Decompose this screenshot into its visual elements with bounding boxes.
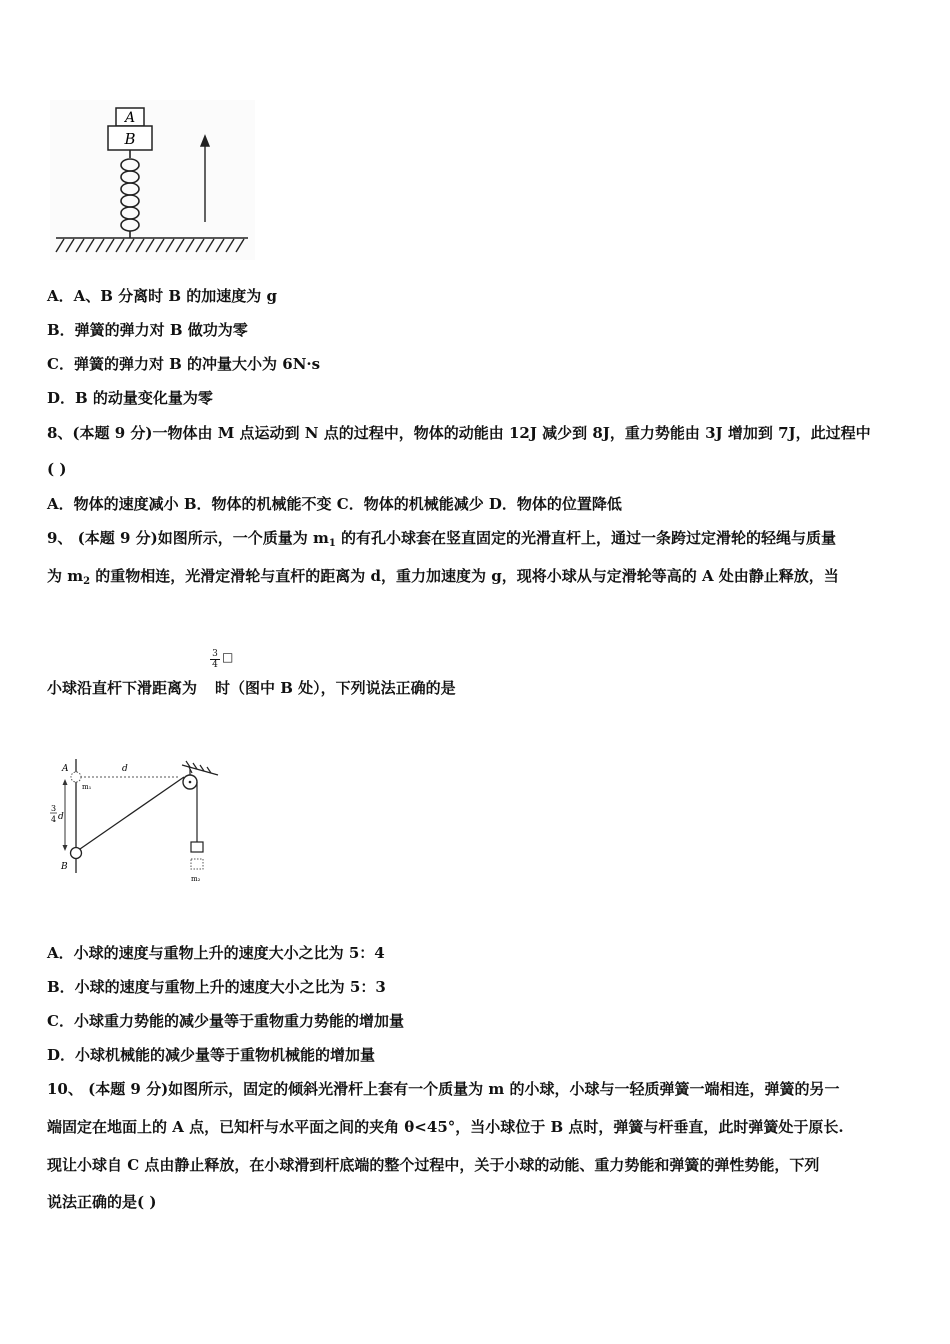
q8-stem-line1: 8、(本题 9 分)一物体由 M 点运动到 N 点的过程中，物体的动能由 12J 减少到 8J，重力势能由 3J 增加到 7J，此过程中 xyxy=(47,424,871,442)
figure-pulley xyxy=(48,755,228,895)
label-d: d xyxy=(122,764,128,774)
q10-stem-line3: 现让小球自 C 点由静止释放，在小球滑到杆底端的整个过程中，关于小球的动能、重力势能和弹簧的弹性势能，下列 xyxy=(47,1156,820,1174)
weight-m2 xyxy=(191,842,203,852)
q7-option-d: D．B 的动量变化量为零 xyxy=(47,389,213,407)
q9-frac-den: 4 xyxy=(212,660,218,670)
rope-incline xyxy=(80,777,184,849)
q9-stem-line2 xyxy=(47,566,839,592)
q9-option-b: B．小球的速度与重物上升的速度大小之比为 5：3 xyxy=(47,978,386,996)
label-m1: m₁ xyxy=(82,783,92,791)
q10-stem-line4: 说法正确的是( ) xyxy=(47,1193,157,1211)
q9-frac-num: 3 xyxy=(210,649,220,660)
dim-frac-den: 4 xyxy=(51,815,57,824)
ball-b xyxy=(71,848,82,859)
label-a: A xyxy=(62,764,69,774)
q9-stem-line2-post: 的重物相连，光滑定滑轮与直杆的距离为 d，重力加速度为 g，现将小球从与定滑轮等高的 A 处由静止释放，当 xyxy=(90,567,839,585)
q9-stem-line3-pre: 小球沿直杆下滑距离为 xyxy=(47,679,198,697)
q7-option-a: A．A、B 分离时 B 的加速度为 g xyxy=(47,287,278,305)
q9-frac-box: □ xyxy=(222,650,234,664)
figure-spring-blocks xyxy=(50,100,255,260)
q8-stem-line2: ( ) xyxy=(47,460,67,478)
q9-option-a: A．小球的速度与重物上升的速度大小之比为 5：4 xyxy=(47,944,385,962)
dim-frac-num: 3 xyxy=(51,804,57,813)
q10-stem-line2: 端固定在地面上的 A 点，已知杆与水平面之间的夹角 θ<45°，当小球位于 B 点时，弹簧与杆垂直，此时弹簧处于原长. xyxy=(47,1118,844,1136)
dim-arrow-top-icon xyxy=(63,779,68,785)
q9-stem-line2-sub: 2 xyxy=(83,576,91,587)
block-a-label: A xyxy=(124,110,136,126)
weight-m2-ghost xyxy=(191,859,203,869)
block-b-label: B xyxy=(124,130,136,148)
q9-option-d: D．小球机械能的减少量等于重物机械能的增加量 xyxy=(47,1046,376,1064)
dim-arrow-bottom-icon xyxy=(63,845,68,851)
q9-stem-line1-pre: 9、 (本题 9 分)如图所示，一个质量为 m xyxy=(47,529,329,547)
q9-stem-line3-post: 时（图中 B 处），下列说法正确的是 xyxy=(215,679,456,697)
label-m2: m₂ xyxy=(191,875,201,883)
q8-options: A．物体的速度减小 B．物体的机械能不变 C．物体的机械能减少 D．物体的位置降低 xyxy=(47,495,622,513)
q9-stem-line2-pre: 为 m xyxy=(47,567,84,585)
dim-frac-d: d xyxy=(58,812,64,822)
q9-option-c: C．小球重力势能的减少量等于重物重力势能的增加量 xyxy=(47,1012,404,1030)
q7-option-b: B．弹簧的弹力对 B 做功为零 xyxy=(47,321,248,339)
q10-stem-line1: 10、 (本题 9 分)如图所示，固定的倾斜光滑杆上套有一个质量为 m 的小球，小球与一轻质弹簧一端相连，弹簧的另一 xyxy=(47,1080,840,1098)
q9-stem-line1-post: 的有孔小球套在竖直固定的光滑直杆上，通过一条跨过定滑轮的轻绳与质量 xyxy=(335,529,837,547)
q9-frac xyxy=(210,649,220,670)
ball-a xyxy=(71,772,81,782)
q9-stem-line1 xyxy=(47,528,836,554)
q7-option-c: C．弹簧的弹力对 B 的冲量大小为 6N·s xyxy=(47,355,321,373)
label-b: B xyxy=(61,862,68,872)
q9-stem-line3 xyxy=(47,678,456,698)
q9-stem-line1-sub: 1 xyxy=(328,538,336,549)
ceiling-icon xyxy=(182,761,218,775)
